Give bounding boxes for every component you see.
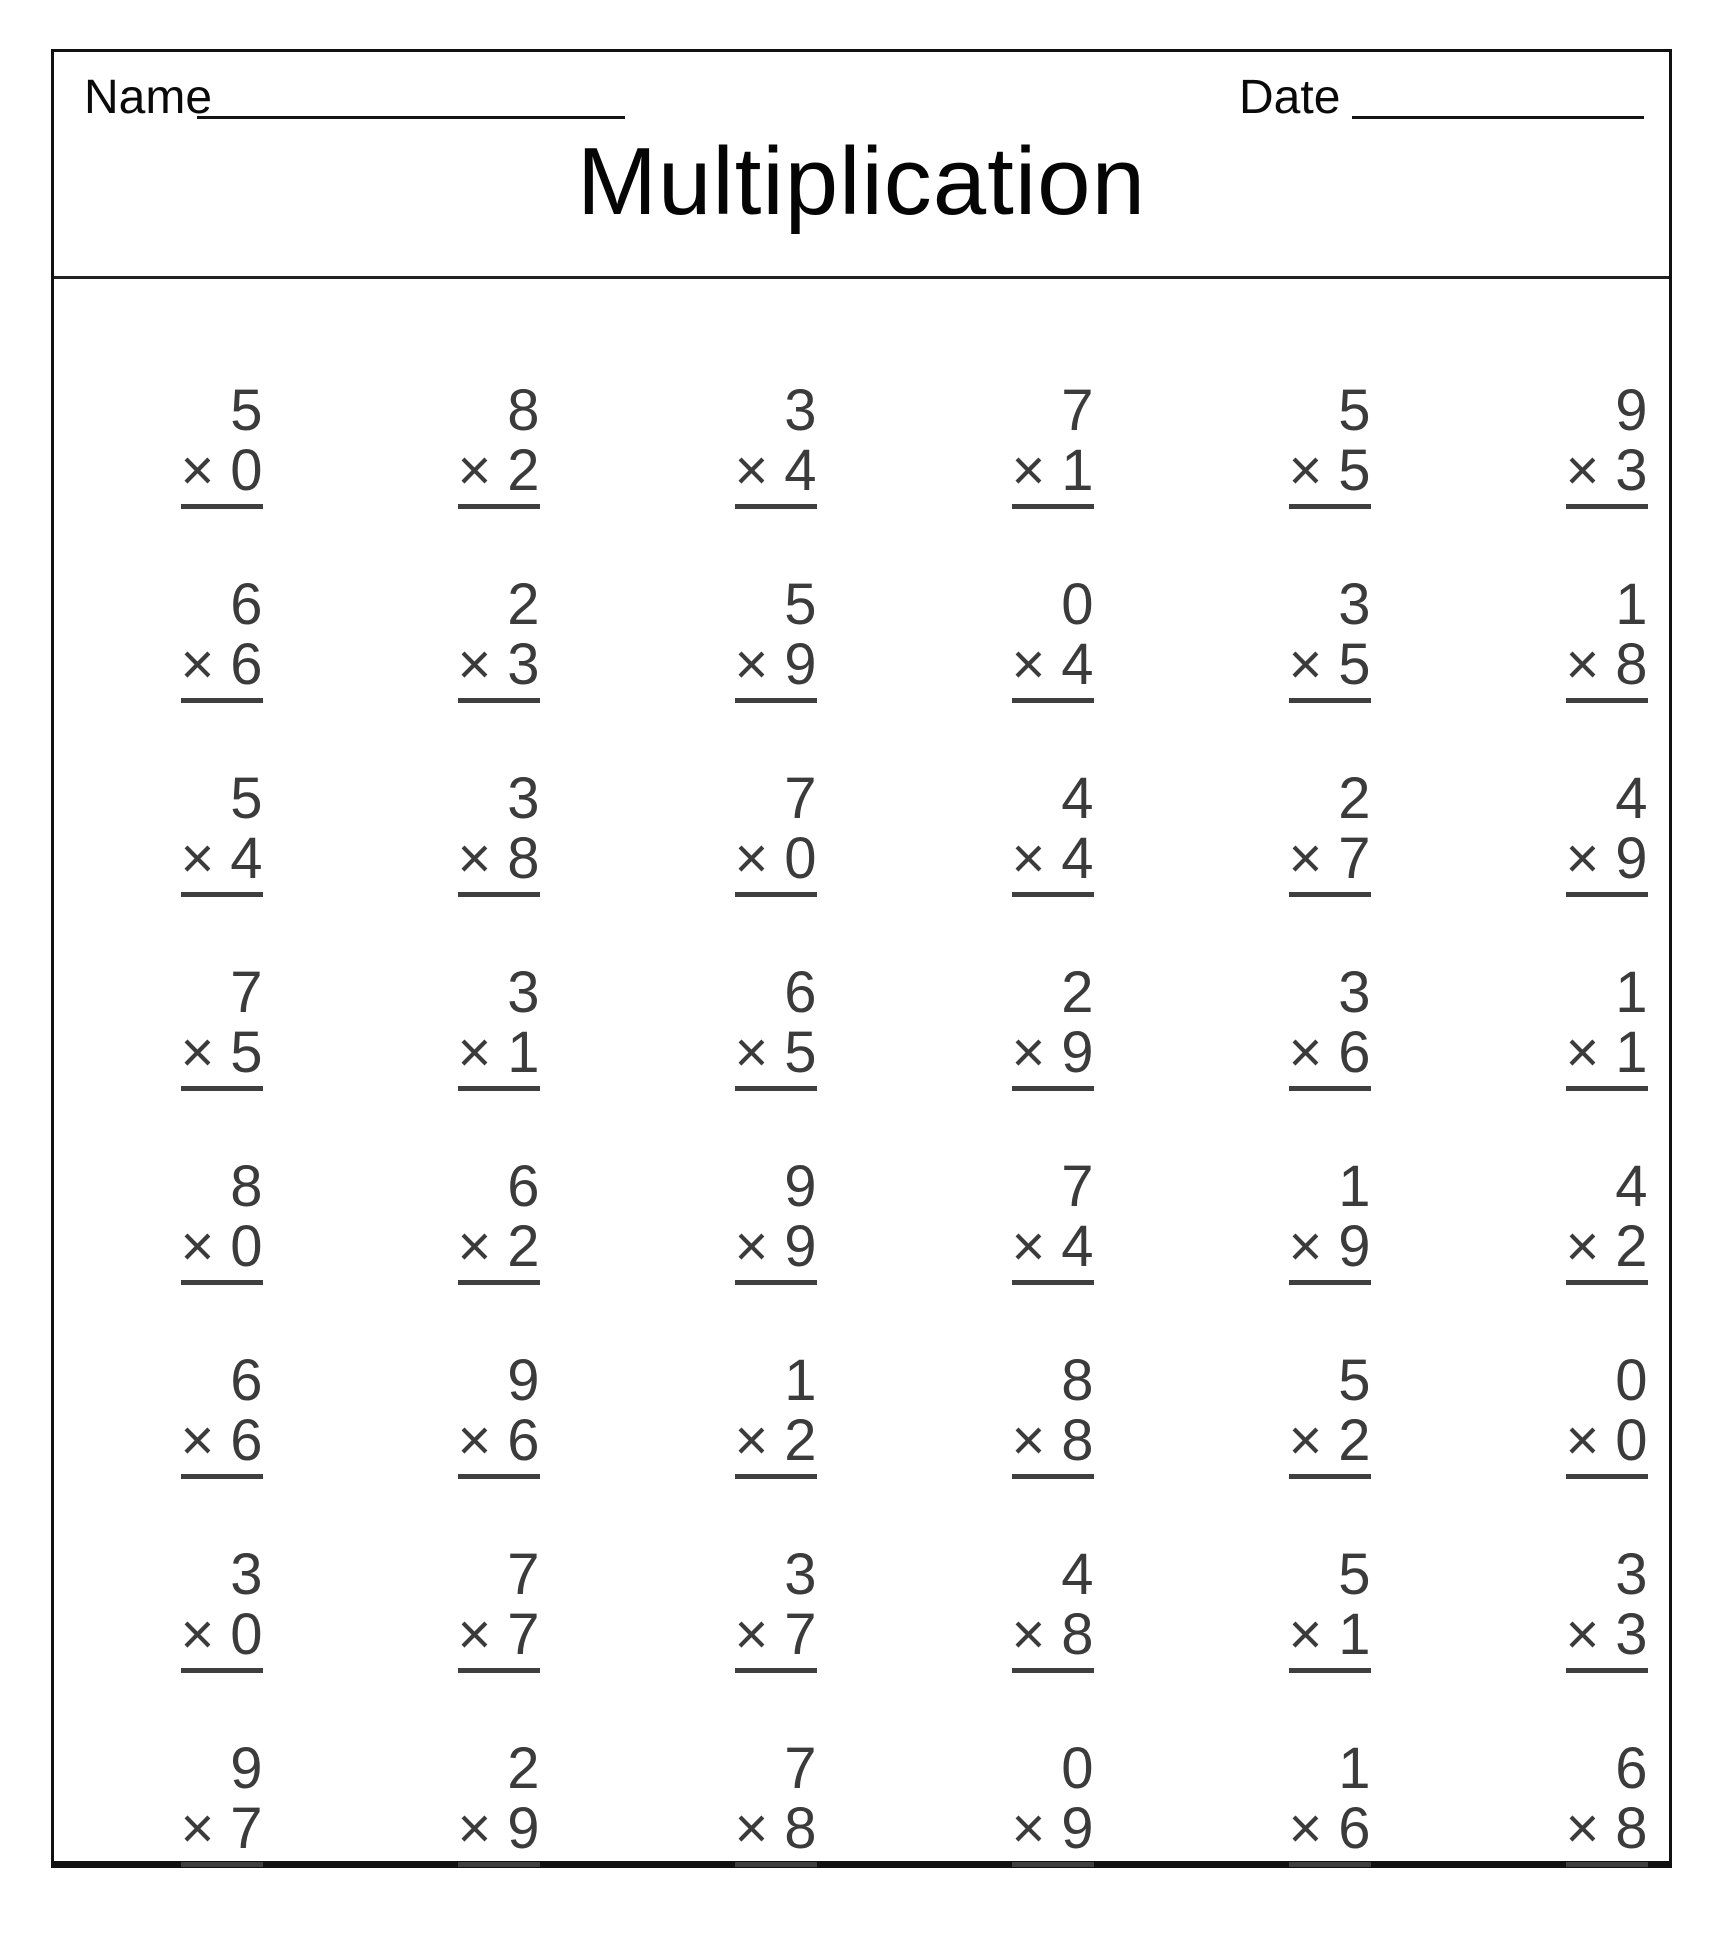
multiplicand: 1 [1615,960,1648,1025]
multiplication-problem [1011,960,1096,1091]
multiplier: 4 [230,826,263,891]
multiplier: 1 [1338,1602,1371,1667]
multiplier-row [1288,438,1373,503]
multiplier: 3 [1615,438,1648,503]
multiplier-row [180,826,265,891]
answer-line [458,1086,540,1091]
multiplier: 6 [230,632,263,697]
answer-line [458,1474,540,1479]
multiplicand: 5 [1338,1542,1371,1607]
answer-line [1289,892,1371,897]
multiplier-row [1288,1214,1373,1279]
multiplicand: 3 [784,378,817,443]
multiplication-problem [457,1736,542,1867]
multiplier: 9 [507,1796,540,1861]
multiplicand: 3 [1338,960,1371,1025]
multiplier-row [1288,632,1373,697]
multiplier-row [457,1796,542,1861]
multiply-sign-icon: × [734,438,769,503]
answer-line [735,1280,817,1285]
multiplication-problem [734,378,819,509]
multiplicand: 9 [507,1348,540,1413]
multiply-sign-icon: × [1288,438,1323,503]
page-title: Multiplication [577,128,1146,235]
multiply-sign-icon: × [180,826,215,891]
multiplication-problem [1011,1542,1096,1673]
multiplication-problem [180,378,265,509]
multiplier: 4 [1061,826,1094,891]
multiplier: 3 [507,632,540,697]
multiplicand: 3 [1615,1542,1648,1607]
multiply-sign-icon: × [1011,1020,1046,1085]
multiplicand: 0 [1061,1736,1094,1801]
answer-line [1012,1668,1094,1673]
multiplicand: 6 [230,572,263,637]
multiplicand: 3 [230,1542,263,1607]
multiply-sign-icon: × [180,1020,215,1085]
multiplier: 6 [1338,1796,1371,1861]
multiply-sign-icon: × [1288,1796,1323,1861]
answer-line [735,698,817,703]
multiply-sign-icon: × [457,1214,492,1279]
multiplier-row [457,632,542,697]
multiplier: 5 [230,1020,263,1085]
multiplication-problem [734,960,819,1091]
multiplication-problem [1565,1154,1650,1285]
multiplication-problem [457,766,542,897]
multiplier-row [1288,1796,1373,1861]
multiplicand: 0 [1061,572,1094,637]
multiplication-problem [1288,766,1373,897]
multiplier-row [1565,1408,1650,1473]
multiply-sign-icon: × [734,1408,769,1473]
multiplier: 5 [1338,438,1371,503]
multiplier: 0 [230,1214,263,1279]
multiplier: 9 [1061,1020,1094,1085]
multiplier: 9 [784,1214,817,1279]
multiplier-row [734,632,819,697]
multiplicand: 5 [1338,1348,1371,1413]
multiplicand: 6 [784,960,817,1025]
multiplication-problem [457,1542,542,1673]
multiplier: 1 [507,1020,540,1085]
multiplier: 6 [507,1408,540,1473]
multiplier-row [1011,826,1096,891]
answer-line [458,892,540,897]
answer-line [458,698,540,703]
answer-line [1012,1474,1094,1479]
multiply-sign-icon: × [1011,632,1046,697]
multiplier-row [734,1602,819,1667]
multiplication-problem [180,1154,265,1285]
answer-line [735,1668,817,1673]
multiplier: 4 [1061,632,1094,697]
multiply-sign-icon: × [734,1796,769,1861]
multiplicand: 4 [1615,766,1648,831]
answer-line [181,504,263,509]
multiplicand: 7 [230,960,263,1025]
multiplication-problem [457,960,542,1091]
multiplicand: 5 [784,572,817,637]
multiplier-row [180,1214,265,1279]
multiply-sign-icon: × [457,1408,492,1473]
multiplier-row [1288,1602,1373,1667]
multiplication-problem [180,960,265,1091]
multiplication-problem [457,572,542,703]
multiplier-row [1288,1020,1373,1085]
multiplicand: 2 [1061,960,1094,1025]
multiplier-row [1565,826,1650,891]
multiplication-problem [1565,1348,1650,1479]
multiplier: 3 [1615,1602,1648,1667]
multiplicand: 1 [1338,1154,1371,1219]
multiplier: 6 [230,1408,263,1473]
multiplier: 8 [1615,632,1648,697]
multiplier-row [734,826,819,891]
multiplication-problem [734,572,819,703]
multiplier: 2 [507,438,540,503]
multiplication-problem [1011,1736,1096,1867]
multiplier: 0 [230,1602,263,1667]
multiplication-problem [1288,1154,1373,1285]
multiplier-row [1565,632,1650,697]
multiplier-row [1011,632,1096,697]
multiplication-problem [457,1154,542,1285]
multiply-sign-icon: × [180,1408,215,1473]
date-blank-line [1352,116,1644,119]
multiplication-problem [1565,766,1650,897]
answer-line [181,892,263,897]
multiplication-problem [734,1542,819,1673]
multiplier-row [180,1796,265,1861]
multiply-sign-icon: × [457,1602,492,1667]
multiply-sign-icon: × [1288,1214,1323,1279]
multiplicand: 1 [1338,1736,1371,1801]
multiply-sign-icon: × [1011,826,1046,891]
answer-line [735,892,817,897]
multiplier: 1 [1061,438,1094,503]
answer-line [1566,1086,1648,1091]
multiplier: 8 [507,826,540,891]
multiplier-row [457,1214,542,1279]
answer-line [1566,504,1648,509]
multiplication-problem [1011,378,1096,509]
multiply-sign-icon: × [1011,1796,1046,1861]
multiplier-row [457,1602,542,1667]
multiplicand: 7 [784,766,817,831]
multiplicand: 2 [1338,766,1371,831]
multiply-sign-icon: × [1288,1602,1323,1667]
multiplier: 7 [784,1602,817,1667]
multiplier: 5 [1338,632,1371,697]
multiplicand: 6 [1615,1736,1648,1801]
date-label: Date [1239,71,1341,124]
multiply-sign-icon: × [180,1214,215,1279]
answer-line [458,1862,540,1867]
multiplier: 2 [507,1214,540,1279]
multiplication-problem [1288,1736,1373,1867]
multiplication-problem [1011,1348,1096,1479]
multiplier: 0 [230,438,263,503]
answer-line [1566,698,1648,703]
multiply-sign-icon: × [734,1020,769,1085]
multiplicand: 9 [230,1736,263,1801]
multiplication-problem [180,1736,265,1867]
multiply-sign-icon: × [457,826,492,891]
multiplication-problem [1011,766,1096,897]
multiplier-row [1011,438,1096,503]
multiply-sign-icon: × [734,632,769,697]
answer-line [1289,1086,1371,1091]
multiply-sign-icon: × [734,826,769,891]
answer-line [1012,1086,1094,1091]
multiplicand: 2 [507,572,540,637]
multiplicand: 7 [1061,378,1094,443]
multiplier-row [734,438,819,503]
answer-line [1566,892,1648,897]
multiplicand: 8 [1061,1348,1094,1413]
multiplicand: 3 [1338,572,1371,637]
answer-line [1012,504,1094,509]
multiply-sign-icon: × [1288,826,1323,891]
multiplication-problem [457,378,542,509]
multiplication-problem [1288,572,1373,703]
multiplier-row [1565,1796,1650,1861]
multiply-sign-icon: × [1288,1020,1323,1085]
multiplicand: 4 [1615,1154,1648,1219]
multiply-sign-icon: × [734,1602,769,1667]
multiplicand: 5 [230,766,263,831]
answer-line [1566,1668,1648,1673]
multiply-sign-icon: × [1565,1408,1600,1473]
answer-line [181,1668,263,1673]
answer-line [1012,1862,1094,1867]
multiplicand: 1 [1615,572,1648,637]
multiplier: 7 [230,1796,263,1861]
multiplier: 9 [1615,826,1648,891]
multiplicand: 6 [230,1348,263,1413]
multiply-sign-icon: × [1565,438,1600,503]
multiplier-row [1011,1020,1096,1085]
multiplication-problem [180,1542,265,1673]
multiplicand: 7 [1061,1154,1094,1219]
multiply-sign-icon: × [1565,1214,1600,1279]
multiply-sign-icon: × [457,1020,492,1085]
answer-line [458,1280,540,1285]
multiplier: 8 [1615,1796,1648,1861]
multiplier-row [734,1796,819,1861]
answer-line [1566,1474,1648,1479]
multiplication-problem [734,1348,819,1479]
multiplier-row [180,1020,265,1085]
answer-line [1012,698,1094,703]
multiplier: 9 [784,632,817,697]
multiply-sign-icon: × [457,632,492,697]
multiplier: 1 [1615,1020,1648,1085]
answer-line [181,698,263,703]
multiplication-problem [457,1348,542,1479]
answer-line [1566,1280,1648,1285]
multiply-sign-icon: × [1565,1602,1600,1667]
multiplicand: 9 [1615,378,1648,443]
multiplicand: 0 [1615,1348,1648,1413]
multiplier: 4 [784,438,817,503]
multiplier: 9 [1061,1796,1094,1861]
answer-line [735,1862,817,1867]
multiplier: 8 [1061,1408,1094,1473]
multiplicand: 4 [1061,1542,1094,1607]
multiplicand: 5 [230,378,263,443]
multiplier-row [457,826,542,891]
multiplier-row [180,1408,265,1473]
multiplicand: 3 [507,766,540,831]
multiplier: 8 [784,1796,817,1861]
multiplicand: 8 [230,1154,263,1219]
multiplication-problem [1288,378,1373,509]
multiplicand: 3 [507,960,540,1025]
answer-line [458,504,540,509]
multiply-sign-icon: × [1288,632,1323,697]
name-label: Name [84,71,213,124]
multiplier: 2 [784,1408,817,1473]
multiplicand: 2 [507,1736,540,1801]
multiplication-problem [734,1154,819,1285]
multiplier-row [1011,1796,1096,1861]
answer-line [458,1668,540,1673]
multiplicand: 9 [784,1154,817,1219]
answer-line [1289,1668,1371,1673]
multiplication-problem [1288,1542,1373,1673]
multiplication-problem [1011,572,1096,703]
multiplication-problem [734,1736,819,1867]
multiply-sign-icon: × [1011,1214,1046,1279]
multiplication-problem [180,1348,265,1479]
answer-line [181,1474,263,1479]
multiplication-problem [734,766,819,897]
answer-line [1289,504,1371,509]
multiplier: 4 [1061,1214,1094,1279]
multiplier-row [1011,1602,1096,1667]
worksheet-page [51,49,1672,1868]
multiplication-problem [1565,960,1650,1091]
multiply-sign-icon: × [1565,632,1600,697]
answer-line [1566,1862,1648,1867]
multiplier-row [457,1020,542,1085]
multiplication-problem [1565,1542,1650,1673]
answer-line [735,1474,817,1479]
answer-line [1289,1862,1371,1867]
multiplier: 0 [784,826,817,891]
multiplier-row [457,1408,542,1473]
multiply-sign-icon: × [180,438,215,503]
multiplier-row [1288,1408,1373,1473]
multiplier-row [1565,1214,1650,1279]
multiplier: 6 [1338,1020,1371,1085]
multiplication-problem [1565,572,1650,703]
multiplier: 7 [507,1602,540,1667]
multiply-sign-icon: × [1011,438,1046,503]
multiplier-row [734,1020,819,1085]
multiplier-row [734,1408,819,1473]
multiplier-row [180,632,265,697]
multiplier: 7 [1338,826,1371,891]
multiply-sign-icon: × [180,1796,215,1861]
multiplicand: 7 [784,1736,817,1801]
multiplication-problem [1288,1348,1373,1479]
answer-line [1012,1280,1094,1285]
multiply-sign-icon: × [1011,1602,1046,1667]
multiplicand: 3 [784,1542,817,1607]
multiply-sign-icon: × [1011,1408,1046,1473]
multiply-sign-icon: × [1565,1020,1600,1085]
multiplier: 8 [1061,1602,1094,1667]
multiplicand: 1 [784,1348,817,1413]
answer-line [1289,698,1371,703]
multiplier: 2 [1615,1214,1648,1279]
answer-line [1289,1474,1371,1479]
multiplier: 2 [1338,1408,1371,1473]
multiplier-row [1565,1602,1650,1667]
multiplication-problem [1565,1736,1650,1867]
multiplication-problem [180,572,265,703]
problems-grid [84,378,1728,1933]
multiplier: 0 [1615,1408,1648,1473]
multiplier-row [1565,438,1650,503]
multiplicand: 5 [1338,378,1371,443]
multiplier-row [180,438,265,503]
multiplication-problem [180,766,265,897]
multiplier-row [1565,1020,1650,1085]
worksheet-header [54,52,1669,279]
multiply-sign-icon: × [1565,826,1600,891]
multiply-sign-icon: × [180,632,215,697]
answer-line [181,1862,263,1867]
multiplier-row [734,1214,819,1279]
multiplier-row [180,1602,265,1667]
multiplication-problem [1011,1154,1096,1285]
answer-line [1012,892,1094,897]
multiply-sign-icon: × [180,1602,215,1667]
multiplication-problem [1565,378,1650,509]
answer-line [181,1086,263,1091]
name-blank-line [197,116,625,119]
multiplicand: 8 [507,378,540,443]
multiplier-row [1288,826,1373,891]
multiply-sign-icon: × [1565,1796,1600,1861]
multiply-sign-icon: × [1288,1408,1323,1473]
multiplicand: 7 [507,1542,540,1607]
multiply-sign-icon: × [734,1214,769,1279]
multiply-sign-icon: × [457,1796,492,1861]
multiplier: 9 [1338,1214,1371,1279]
multiplier: 5 [784,1020,817,1085]
multiplication-problem [1288,960,1373,1091]
answer-line [735,504,817,509]
answer-line [1289,1280,1371,1285]
multiplier-row [1011,1408,1096,1473]
multiplier-row [457,438,542,503]
answer-line [735,1086,817,1091]
multiplicand: 4 [1061,766,1094,831]
multiplier-row [1011,1214,1096,1279]
multiplicand: 6 [507,1154,540,1219]
multiply-sign-icon: × [457,438,492,503]
answer-line [181,1280,263,1285]
